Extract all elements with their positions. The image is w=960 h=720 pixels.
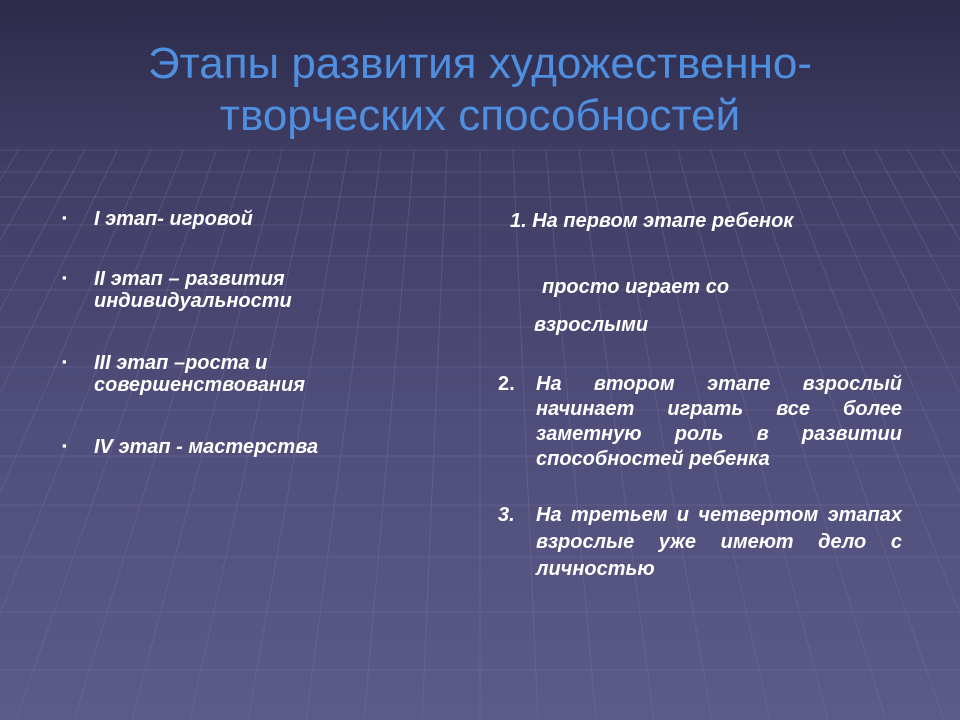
square-bullet-icon: ▪: [62, 438, 67, 453]
stage-label: II этап – развития индивидуальности: [94, 268, 292, 312]
square-bullet-icon: ▪: [62, 354, 67, 369]
stages-list: [60, 208, 420, 458]
description-1-line-1: 1. На первом этапе ребенок: [510, 210, 794, 232]
stage-item-4: [60, 436, 420, 458]
stage-item-1: [60, 208, 420, 230]
stage-descriptions: [498, 208, 902, 583]
description-1-line-2: просто играет со: [542, 276, 730, 298]
description-3-number: 3.: [498, 504, 515, 526]
square-bullet-icon: ▪: [62, 210, 67, 225]
stage-item-3: [60, 352, 420, 396]
description-2: [498, 372, 902, 472]
square-bullet-icon: ▪: [62, 270, 67, 285]
stage-label: III этап –роста и совершенствования: [94, 352, 305, 396]
description-3: [498, 502, 902, 583]
stage-label: I этап- игровой: [94, 208, 253, 230]
description-3-text: На третьем и четвертом этапах взрослые уже имеют дело с личностью: [536, 504, 902, 580]
description-2-text: На втором этапе взрослый начинает играть все более заметную роль в развитии способностей ребенка: [536, 373, 902, 470]
stage-label: IV этап - мастерства: [94, 436, 319, 458]
stage-item-2: [60, 268, 420, 312]
slide-title: Этапы развития художественно-творческих способностей: [147, 39, 813, 140]
description-1-line-3: взрослыми: [534, 314, 649, 336]
description-2-number: 2.: [498, 373, 515, 395]
